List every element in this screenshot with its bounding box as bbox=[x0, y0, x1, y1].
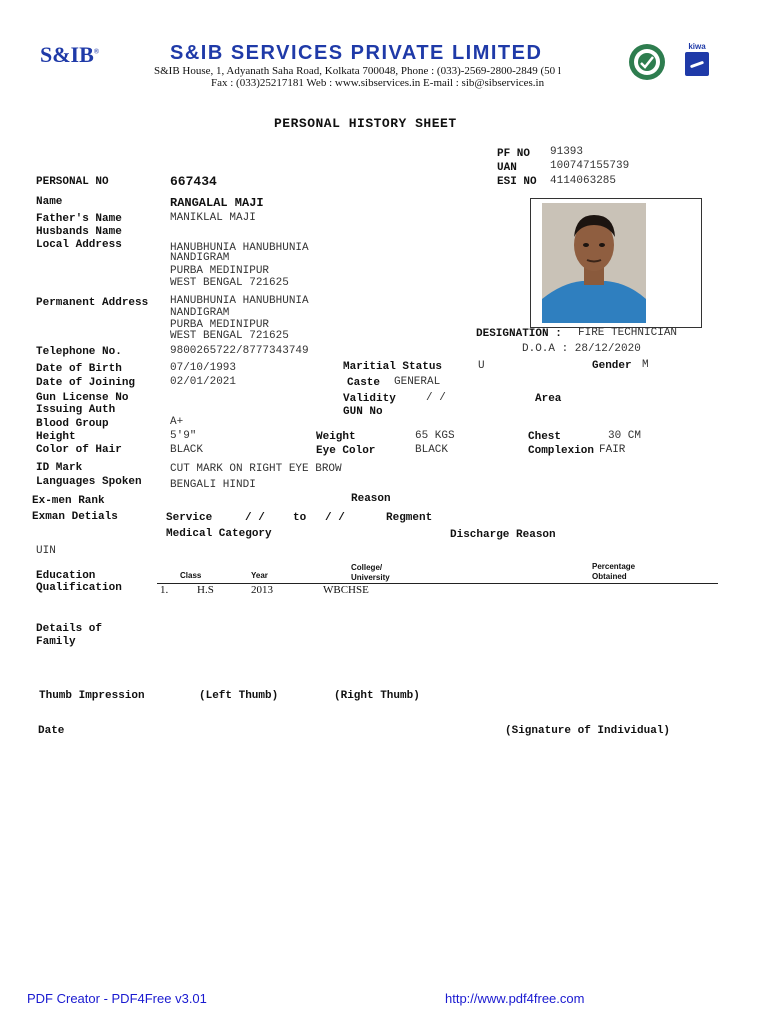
family-label: Family bbox=[36, 636, 76, 648]
exmen-rank-label: Ex-men Rank bbox=[32, 495, 105, 507]
doa-value: D.O.A : 28/12/2020 bbox=[522, 343, 641, 355]
validity-value: / / bbox=[426, 392, 446, 404]
pdf-creator-footer: PDF Creator - PDF4Free v3.01 bbox=[27, 991, 207, 1006]
edu-row-class: H.S bbox=[197, 584, 214, 596]
thumb-impression-label: Thumb Impression bbox=[39, 690, 145, 702]
blood-group-label: Blood Group bbox=[36, 418, 109, 430]
doj-label: Date of Joining bbox=[36, 377, 136, 389]
complexion-label: Complexion bbox=[528, 445, 595, 457]
edu-row-year: 2013 bbox=[251, 584, 273, 596]
esi-value: 4114063285 bbox=[550, 175, 617, 187]
local-address-label: Local Address bbox=[36, 239, 122, 251]
issuing-auth-label: Issuing Auth bbox=[36, 404, 116, 416]
company-name: S&IB SERVICES PRIVATE LIMITED bbox=[170, 42, 543, 64]
telephone-label: Telephone No. bbox=[36, 346, 122, 358]
pf-label: PF NO bbox=[497, 148, 531, 160]
education-table-divider bbox=[157, 583, 718, 584]
right-thumb-label: (Right Thumb) bbox=[334, 690, 420, 702]
local-address-line: PURBA MEDINIPUR bbox=[170, 265, 270, 277]
uin-label: UIN bbox=[36, 545, 56, 557]
gender-label: Gender bbox=[592, 360, 632, 372]
gender-value: M bbox=[642, 359, 649, 371]
company-address: S&IB House, 1, Adyanath Saha Road, Kolkata 700048, Phone : (033)-2569-2800-2849 (50 l bbox=[154, 65, 561, 77]
husband-name-label: Husbands Name bbox=[36, 226, 122, 238]
reason-label: Reason bbox=[351, 493, 391, 505]
id-mark-label: ID Mark bbox=[36, 462, 83, 474]
area-label: Area bbox=[535, 393, 562, 405]
caste-label: Caste bbox=[347, 377, 381, 389]
gun-no-label: GUN No bbox=[343, 406, 383, 418]
page-title: PERSONAL HISTORY SHEET bbox=[274, 116, 457, 131]
col-percentage-header: Obtained bbox=[592, 572, 627, 581]
left-thumb-label: (Left Thumb) bbox=[199, 690, 279, 702]
marital-status-label: Maritial Status bbox=[343, 361, 443, 373]
father-name-label: Father's Name bbox=[36, 213, 122, 225]
service-to-value: / / bbox=[325, 512, 345, 524]
uan-value: 100747155739 bbox=[550, 160, 630, 172]
hair-color-value: BLACK bbox=[170, 444, 204, 456]
service-label: Service bbox=[166, 512, 213, 524]
signature-label: (Signature of Individual) bbox=[505, 725, 671, 737]
exman-details-label: Exman Detials bbox=[32, 511, 118, 523]
kiwa-text: kiwa bbox=[688, 42, 706, 51]
col-class-header: Class bbox=[180, 571, 202, 580]
chest-label: Chest bbox=[528, 431, 562, 443]
qualification-label: Qualification bbox=[36, 582, 122, 594]
discharge-reason-label: Discharge Reason bbox=[450, 529, 556, 541]
local-address-line: WEST BENGAL 721625 bbox=[170, 277, 289, 289]
height-value: 5'9" bbox=[170, 430, 197, 442]
telephone-value: 9800265722/8777343749 bbox=[170, 345, 309, 357]
pf-value: 91393 bbox=[550, 146, 584, 158]
service-from-value: / / bbox=[245, 512, 265, 524]
permanent-address-label: Permanent Address bbox=[36, 297, 149, 309]
marital-status-value: U bbox=[478, 360, 485, 372]
complexion-value: FAIR bbox=[599, 444, 626, 456]
id-mark-value: CUT MARK ON RIGHT EYE BROW bbox=[170, 463, 342, 475]
permanent-address-line: HANUBHUNIA HANUBHUNIA bbox=[170, 295, 309, 307]
esi-label: ESI NO bbox=[497, 176, 537, 188]
permanent-address-line: NANDIGRAM bbox=[170, 307, 230, 319]
languages-label: Languages Spoken bbox=[36, 476, 142, 488]
designation-label: DESIGNATION : bbox=[476, 328, 562, 340]
company-logo: S&IB® bbox=[40, 42, 100, 67]
personal-no-label: PERSONAL NO bbox=[36, 176, 109, 188]
col-year-header: Year bbox=[251, 571, 268, 580]
local-address-line: HANUBHUNIA HANUBHUNIA bbox=[170, 242, 309, 254]
regment-label: Regment bbox=[386, 512, 433, 524]
dob-value: 07/10/1993 bbox=[170, 362, 237, 374]
to-label: to bbox=[293, 512, 307, 524]
family-label: Details of bbox=[36, 623, 103, 635]
eye-color-label: Eye Color bbox=[316, 445, 376, 457]
blood-group-value: A+ bbox=[170, 416, 184, 428]
accreditation-seal bbox=[628, 43, 666, 81]
dob-label: Date of Birth bbox=[36, 363, 122, 375]
uan-label: UAN bbox=[497, 162, 517, 174]
gun-license-label: Gun License No bbox=[36, 392, 129, 404]
col-college-header: University bbox=[351, 573, 390, 582]
chest-value: 30 CM bbox=[608, 430, 642, 442]
personal-no-value: 667434 bbox=[170, 174, 217, 189]
education-label: Education bbox=[36, 570, 96, 582]
col-college-header: College/ bbox=[351, 563, 383, 572]
father-name-value: MANIKLAL MAJI bbox=[170, 212, 256, 224]
languages-value: BENGALI HINDI bbox=[170, 479, 256, 491]
name-label: Name bbox=[36, 196, 63, 208]
profile-photo bbox=[530, 198, 702, 328]
height-label: Height bbox=[36, 431, 76, 443]
kiwa-logo bbox=[684, 42, 710, 78]
hair-color-label: Color of Hair bbox=[36, 444, 122, 456]
medical-category-label: Medical Category bbox=[166, 528, 272, 540]
designation-value: FIRE TECHNICIAN bbox=[578, 327, 678, 339]
eye-color-value: BLACK bbox=[415, 444, 449, 456]
doj-value: 02/01/2021 bbox=[170, 376, 237, 388]
date-label: Date bbox=[38, 725, 65, 737]
permanent-address-line: PURBA MEDINIPUR bbox=[170, 319, 270, 331]
weight-label: Weight bbox=[316, 431, 356, 443]
validity-label: Validity bbox=[343, 393, 396, 405]
logo-text: S&IB bbox=[40, 42, 94, 67]
edu-row-number: 1. bbox=[160, 584, 169, 596]
local-address-line: NANDIGRAM bbox=[170, 252, 230, 264]
name-value: RANGALAL MAJI bbox=[170, 196, 264, 210]
caste-value: GENERAL bbox=[394, 376, 441, 388]
pdf4free-link[interactable]: http://www.pdf4free.com bbox=[445, 991, 585, 1006]
col-percentage-header: Percentage bbox=[592, 562, 636, 571]
company-contact: Fax : (033)25217181 Web : www.sibservices.in E-mail : sib@sibservices.in bbox=[211, 77, 545, 89]
permanent-address-line: WEST BENGAL 721625 bbox=[170, 330, 289, 342]
weight-value: 65 KGS bbox=[415, 430, 455, 442]
edu-row-college: WBCHSE bbox=[323, 584, 369, 596]
